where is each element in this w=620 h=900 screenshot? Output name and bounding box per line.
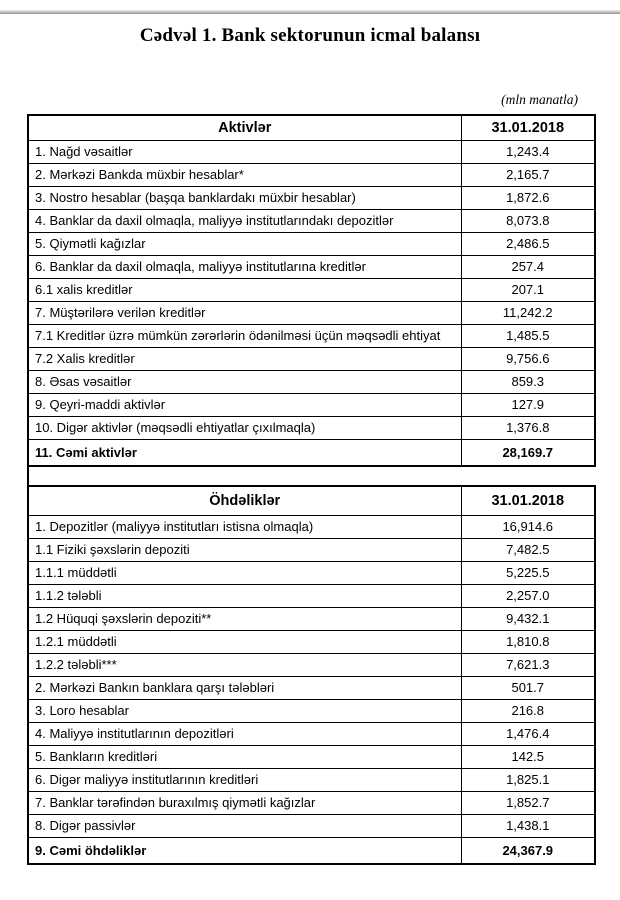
row-label: 1.2 Hüquqi şəxslərin depoziti** <box>28 607 461 630</box>
table-spacer <box>27 467 29 485</box>
table-row <box>28 653 595 676</box>
table-row <box>28 255 595 278</box>
table-row <box>28 515 595 538</box>
row-label: 2. Mərkəzi Bankın banklara qarşı tələbləri <box>28 676 461 699</box>
table-row <box>28 140 595 163</box>
total-row <box>28 439 595 466</box>
table-row <box>28 278 595 301</box>
row-label: 3. Loro hesablar <box>28 699 461 722</box>
date-column-header: 31.01.2018 <box>461 486 595 515</box>
row-label: 4. Maliyyə institutlarının depozitləri <box>28 722 461 745</box>
section-header: Öhdəliklər <box>28 486 461 515</box>
row-label: 7. Banklar tərəfindən buraxılmış qiymətli kağızlar <box>28 791 461 814</box>
table-row <box>28 209 595 232</box>
row-label: 7.2 Xalis kreditlər <box>28 347 461 370</box>
row-label: 1. Nağd vəsaitlər <box>28 140 461 163</box>
table-row <box>28 607 595 630</box>
row-label: 1.1 Fiziki şəxslərin depoziti <box>28 538 461 561</box>
row-value: 1,872.6 <box>461 186 595 209</box>
row-value: 1,810.8 <box>461 630 595 653</box>
row-label: 1.2.2 tələbli*** <box>28 653 461 676</box>
table-row <box>28 745 595 768</box>
row-value: 127.9 <box>461 393 595 416</box>
assets-table <box>27 114 596 467</box>
top-divider-rule <box>0 10 620 14</box>
table-row <box>28 630 595 653</box>
table-row <box>28 561 595 584</box>
row-label: 6.1 xalis kreditlər <box>28 278 461 301</box>
header-row <box>28 486 595 515</box>
row-value: 1,852.7 <box>461 791 595 814</box>
table-row <box>28 416 595 439</box>
section-header: Aktivlər <box>28 115 461 140</box>
row-label: 3. Nostro hesablar (başqa banklardakı müxbir hesablar) <box>28 186 461 209</box>
row-label: 8. Digər passivlər <box>28 814 461 837</box>
balance-tables <box>27 114 594 865</box>
table-row <box>28 347 595 370</box>
row-value: 207.1 <box>461 278 595 301</box>
row-label: 11. Cəmi aktivlər <box>28 439 461 466</box>
table-row <box>28 324 595 347</box>
table-row <box>28 814 595 837</box>
row-value: 7,621.3 <box>461 653 595 676</box>
row-value: 9,756.6 <box>461 347 595 370</box>
row-label: 5. Bankların kreditləri <box>28 745 461 768</box>
row-value: 1,825.1 <box>461 768 595 791</box>
row-value: 2,486.5 <box>461 232 595 255</box>
table-row <box>28 791 595 814</box>
row-value: 1,243.4 <box>461 140 595 163</box>
row-value: 7,482.5 <box>461 538 595 561</box>
liabilities-table <box>27 485 596 865</box>
table-row <box>28 301 595 324</box>
row-label: 7.1 Kreditlər üzrə mümkün zərərlərin ödənilməsi üçün məqsədli ehtiyat <box>28 324 461 347</box>
row-label: 7. Müştərilərə verilən kreditlər <box>28 301 461 324</box>
table-row <box>28 186 595 209</box>
row-value: 1,485.5 <box>461 324 595 347</box>
row-value: 257.4 <box>461 255 595 278</box>
table-row <box>28 722 595 745</box>
row-label: 2. Mərkəzi Bankda müxbir hesablar* <box>28 163 461 186</box>
table-row <box>28 768 595 791</box>
row-value: 859.3 <box>461 370 595 393</box>
row-value: 2,165.7 <box>461 163 595 186</box>
date-column-header: 31.01.2018 <box>461 115 595 140</box>
row-value: 11,242.2 <box>461 301 595 324</box>
row-value: 1,438.1 <box>461 814 595 837</box>
header-row <box>28 115 595 140</box>
row-label: 1.2.1 müddətli <box>28 630 461 653</box>
row-value: 8,073.8 <box>461 209 595 232</box>
row-value: 9,432.1 <box>461 607 595 630</box>
row-value: 1,376.8 <box>461 416 595 439</box>
row-value: 5,225.5 <box>461 561 595 584</box>
row-value: 24,367.9 <box>461 837 595 864</box>
row-value: 2,257.0 <box>461 584 595 607</box>
table-row <box>28 163 595 186</box>
row-label: 1.1.1 müddətli <box>28 561 461 584</box>
table-row <box>28 370 595 393</box>
row-value: 142.5 <box>461 745 595 768</box>
row-label: 4. Banklar da daxil olmaqla, maliyyə institutlarındakı depozitlər <box>28 209 461 232</box>
row-label: 1.1.2 tələbli <box>28 584 461 607</box>
row-label: 9. Qeyri-maddi aktivlər <box>28 393 461 416</box>
table-row <box>28 232 595 255</box>
row-value: 28,169.7 <box>461 439 595 466</box>
table-row <box>28 584 595 607</box>
table-row <box>28 393 595 416</box>
unit-note: (mln manatla) <box>501 92 578 107</box>
row-value: 501.7 <box>461 676 595 699</box>
page-title: Cədvəl 1. Bank sektorunun icmal balansı <box>139 25 481 46</box>
table-row <box>28 699 595 722</box>
row-label: 5. Qiymətli kağızlar <box>28 232 461 255</box>
row-label: 10. Digər aktivlər (məqsədli ehtiyatlar çıxılmaqla) <box>28 416 461 439</box>
row-value: 16,914.6 <box>461 515 595 538</box>
table-row <box>28 676 595 699</box>
row-label: 8. Əsas vəsaitlər <box>28 370 461 393</box>
row-label: 1. Depozitlər (maliyyə institutları istisna olmaqla) <box>28 515 461 538</box>
row-label: 6. Digər maliyyə institutlarının kreditləri <box>28 768 461 791</box>
row-value: 1,476.4 <box>461 722 595 745</box>
row-value: 216.8 <box>461 699 595 722</box>
total-row <box>28 837 595 864</box>
table-row <box>28 538 595 561</box>
row-label: 6. Banklar da daxil olmaqla, maliyyə institutlarına kreditlər <box>28 255 461 278</box>
row-label: 9. Cəmi öhdəliklər <box>28 837 461 864</box>
